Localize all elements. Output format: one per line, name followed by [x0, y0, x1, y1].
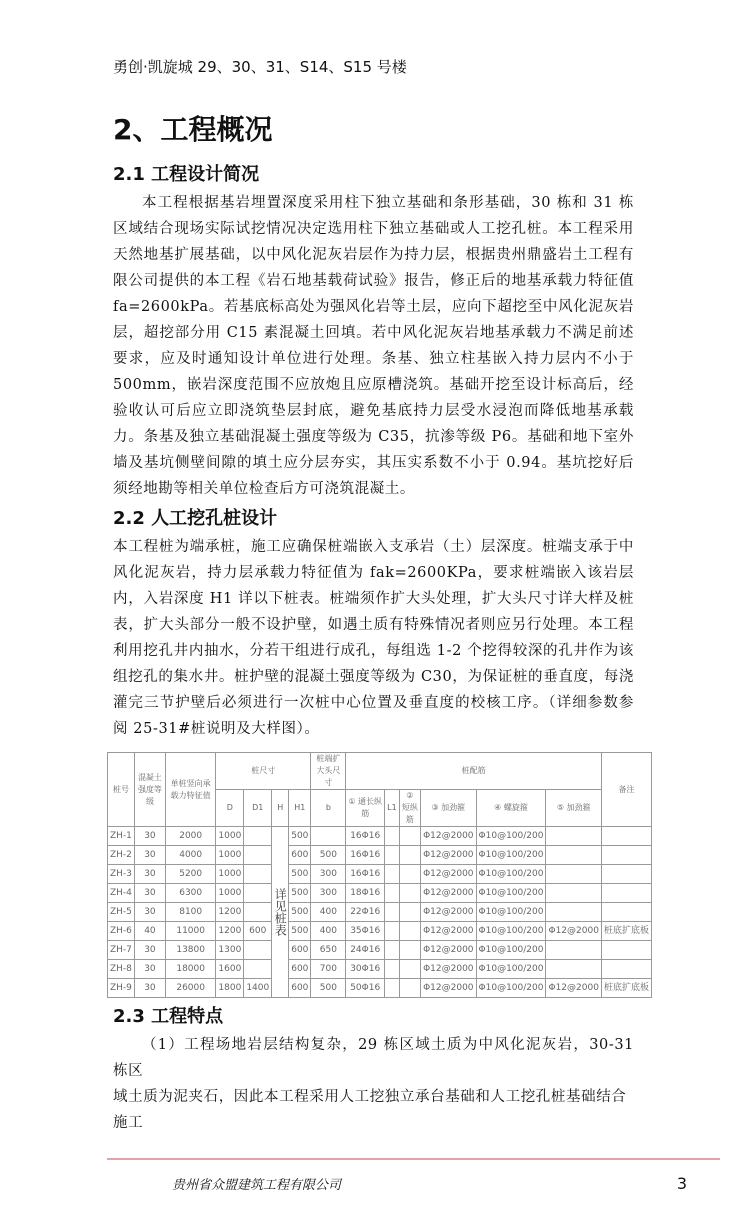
table-cell: [385, 846, 400, 865]
table-cell: 1400: [244, 979, 272, 998]
footer-divider: [107, 1158, 720, 1160]
table-cell: 16Φ16: [346, 865, 385, 884]
table-cell: [546, 865, 601, 884]
table-cell: [385, 922, 400, 941]
table-cell: 30Φ16: [346, 960, 385, 979]
heading-2-2: 2.2 人工挖孔桩设计: [113, 508, 278, 529]
table-cell: [399, 903, 420, 922]
table-cell: 1200: [216, 922, 244, 941]
table-cell: [546, 827, 601, 846]
table-cell: 22Φ16: [346, 903, 385, 922]
table-cell: [601, 941, 651, 960]
table-cell: ZH-4: [108, 884, 135, 903]
table-cell: 30: [134, 884, 165, 903]
table-row: [108, 941, 652, 960]
table-cell: 30: [134, 960, 165, 979]
table-cell: [399, 827, 420, 846]
table-cell: 400: [311, 903, 346, 922]
table-row: [108, 865, 652, 884]
page-footer: [172, 1174, 687, 1193]
table-cell: 16Φ16: [346, 846, 385, 865]
table-row: [108, 884, 652, 903]
table-cell: 30: [134, 903, 165, 922]
table-cell: [399, 960, 420, 979]
table-cell: [399, 922, 420, 941]
table-cell: Φ12@2000: [421, 884, 476, 903]
table-row: [108, 979, 652, 998]
th-capacity: 单桩竖向承载力特征值: [165, 753, 215, 827]
table-cell: 13800: [165, 941, 215, 960]
table-cell: ZH-8: [108, 960, 135, 979]
table-cell: Φ12@2000: [546, 922, 601, 941]
table-cell: [546, 941, 601, 960]
section-title: 2、工程概况: [113, 113, 273, 146]
table-cell: 600: [289, 846, 311, 865]
table-cell: [399, 941, 420, 960]
table-cell: 35Φ16: [346, 922, 385, 941]
table-cell: 桩底扩底板: [601, 979, 651, 998]
table-cell: [546, 884, 601, 903]
table-cell: [601, 960, 651, 979]
paragraph-pile-design: 本工程桩为端承桩，施工应确保桩端嵌入支承岩（土）层深度。桩端支承于中风化泥灰岩，持力层承载力特征值为 fak=2600KPa，要求桩端嵌入该岩层内，入岩深度 H1 详以下桩表。桩端须作扩大头处理，扩大头尺寸详大样及桩表，扩大头部分一般不设护壁，如遇土质有特殊情况者则应另行处理。本工程利用挖孔井内抽水，分若干组进行成孔，每组选 1-2 个挖得较深的孔井作为该组挖孔的集水井。桩护壁的混凝土强度等级为 C30，为保证桩的垂直度，每浇灌完三节护壁后必须进行一次桩中心位置及垂直度的校核工序。（详细参数参阅 25-31#桩说明及大样图）。: [113, 539, 634, 737]
th-r5: ⑤ 加劲箍: [546, 790, 601, 827]
table-cell: [601, 884, 651, 903]
table-cell: 30: [134, 865, 165, 884]
table-cell: 300: [311, 865, 346, 884]
th-r2: ② 短纵筋: [399, 790, 420, 827]
table-cell: [244, 846, 272, 865]
table-cell: 1300: [216, 941, 244, 960]
table-cell: ZH-9: [108, 979, 135, 998]
table-cell: 18Φ16: [346, 884, 385, 903]
th-size: 桩尺寸: [216, 753, 311, 790]
table-cell: [385, 865, 400, 884]
table-cell: Φ12@2000: [421, 846, 476, 865]
table-cell: 300: [311, 884, 346, 903]
th-grade: 混凝土强度等级: [134, 753, 165, 827]
table-cell: Φ10@100/200: [476, 865, 546, 884]
table-cell: 1800: [216, 979, 244, 998]
table-cell: Φ12@2000: [546, 979, 601, 998]
table-cell: [385, 960, 400, 979]
table-cell: 1600: [216, 960, 244, 979]
table-cell: Φ10@100/200: [476, 884, 546, 903]
table-cell: [546, 903, 601, 922]
th-enlarge: 桩端扩大头尺寸: [311, 753, 346, 790]
table-cell: ZH-6: [108, 922, 135, 941]
table-row: [108, 903, 652, 922]
table-cell: 1000: [216, 884, 244, 903]
table-cell: 18000: [165, 960, 215, 979]
features-line-2: 域土质为泥夹石，因此本工程采用人工挖独立承台基础和人工挖孔桩基础结合: [113, 1089, 627, 1105]
table-cell: 500: [289, 922, 311, 941]
table-cell: 6300: [165, 884, 215, 903]
table-cell: [385, 941, 400, 960]
table-cell: [244, 827, 272, 846]
table-cell: 30: [134, 846, 165, 865]
table-cell: 500: [311, 979, 346, 998]
table-cell: 30: [134, 979, 165, 998]
table-row: [108, 846, 652, 865]
table-cell: [399, 865, 420, 884]
table-cell: [399, 846, 420, 865]
table-cell: 650: [311, 941, 346, 960]
table-cell: 600: [289, 979, 311, 998]
footer-company: 贵州省众盟建筑工程有限公司: [172, 1178, 342, 1193]
table-row: [108, 922, 652, 941]
table-cell: 1000: [216, 846, 244, 865]
table-cell: [601, 865, 651, 884]
table-cell: [399, 884, 420, 903]
table-cell: Φ12@2000: [421, 827, 476, 846]
th-d: D: [216, 790, 244, 827]
table-cell: 500: [289, 884, 311, 903]
th-h1: H1: [289, 790, 311, 827]
running-header: 勇创·凯旋城 29、30、31、S14、S15 号楼: [113, 58, 407, 76]
th-r1: ① 通长纵筋: [346, 790, 385, 827]
table-cell: Φ10@100/200: [476, 960, 546, 979]
table-cell: 26000: [165, 979, 215, 998]
table-cell: [244, 960, 272, 979]
heading-2-1: 2.1 工程设计简况: [113, 164, 260, 185]
th-r4: ④ 螺旋箍: [476, 790, 546, 827]
table-row: [108, 960, 652, 979]
table-cell: [244, 903, 272, 922]
table-cell: [244, 941, 272, 960]
th-b: b: [311, 790, 346, 827]
features-line-3: 施工: [113, 1115, 144, 1131]
table-cell: Φ12@2000: [421, 941, 476, 960]
page-number: 3: [676, 1174, 687, 1193]
table-cell: [385, 827, 400, 846]
table-cell: ZH-3: [108, 865, 135, 884]
table-cell: Φ12@2000: [421, 960, 476, 979]
table-cell: 2000: [165, 827, 215, 846]
table-cell: 500: [289, 827, 311, 846]
th-l1: L1: [385, 790, 400, 827]
pile-table: [107, 752, 652, 998]
table-cell: ZH-1: [108, 827, 135, 846]
features-line-1: （1）工程场地岩层结构复杂，29 栋区域土质为中风化泥灰岩，30-31 栋区: [113, 1037, 634, 1079]
table-cell: 600: [244, 922, 272, 941]
table-cell: Φ10@100/200: [476, 827, 546, 846]
table-cell: [601, 903, 651, 922]
table-cell: Φ10@100/200: [476, 903, 546, 922]
table-cell: Φ12@2000: [421, 922, 476, 941]
table-cell: ZH-7: [108, 941, 135, 960]
th-no: 桩号: [108, 753, 135, 827]
table-cell: 400: [311, 922, 346, 941]
table-cell: Φ12@2000: [421, 865, 476, 884]
table-cell: 700: [311, 960, 346, 979]
table-cell: 30: [134, 827, 165, 846]
table-cell: Φ10@100/200: [476, 846, 546, 865]
table-cell: [385, 979, 400, 998]
table-cell: [601, 846, 651, 865]
table-cell: Φ12@2000: [421, 979, 476, 998]
table-cell: 5200: [165, 865, 215, 884]
table-cell: 30: [134, 941, 165, 960]
table-cell: [244, 865, 272, 884]
table-cell: Φ10@100/200: [476, 941, 546, 960]
table-cell: 1000: [216, 827, 244, 846]
table-cell: 500: [289, 865, 311, 884]
table-row: [108, 827, 652, 846]
table-cell: ZH-2: [108, 846, 135, 865]
table-cell: [244, 884, 272, 903]
table-cell: [385, 884, 400, 903]
h-merged-cell: 详见桩表: [272, 827, 289, 998]
table-cell: [399, 979, 420, 998]
table-cell: 1000: [216, 865, 244, 884]
table-cell: 16Φ16: [346, 827, 385, 846]
th-h: H: [272, 790, 289, 827]
table-cell: 500: [289, 903, 311, 922]
heading-2-3: 2.3 工程特点: [113, 1006, 224, 1027]
table-cell: [601, 827, 651, 846]
table-cell: 40: [134, 922, 165, 941]
table-cell: 1200: [216, 903, 244, 922]
table-cell: Φ10@100/200: [476, 922, 546, 941]
paragraph-design-overview: 本工程根据基岩埋置深度采用柱下独立基础和条形基础，30 栋和 31 栋区域结合现场实际试挖情况决定选用柱下独立基础或人工挖孔桩。本工程采用天然地基扩展基础，以中风化泥灰岩层作为持力层，根据贵州鼎盛岩土工程有限公司提供的本工程《岩石地基载荷试验》报告，修正后的地基承载力特征值 fa=2600kPa。若基底标高处为强风化岩等土层，应向下超挖至中风化泥灰岩层，超挖部分用 C15 素混凝土回填。若中风化泥灰岩地基承载力不满足前述要求，应及时通知设计单位进行处理。条基、独立柱基嵌入持力层内不小于 500mm，嵌岩深度范围不应放炮且应原槽浇筑。基础开挖至设计标高后，经验收认可后应立即浇筑垫层封底，避免基底持力层受水浸泡而降低地基承载力。条基及独立基础混凝土强度等级为 C35，抗渗等级 P6。基础和地下室外墙及基坑侧壁间隙的填土应分层夯实，其压实系数不小于 0.94。基坑挖好后须经地勘等相关单位检查后方可浇筑混凝土。: [113, 195, 634, 497]
table-cell: 50Φ16: [346, 979, 385, 998]
th-d1: D1: [244, 790, 272, 827]
th-r3: ③ 加劲箍: [421, 790, 476, 827]
table-cell: 24Φ16: [346, 941, 385, 960]
table-cell: ZH-5: [108, 903, 135, 922]
table-cell: [546, 846, 601, 865]
table-cell: Φ10@100/200: [476, 979, 546, 998]
table-cell: 8100: [165, 903, 215, 922]
th-note: 备注: [601, 753, 651, 827]
table-cell: [311, 827, 346, 846]
table-cell: 500: [311, 846, 346, 865]
table-cell: 桩底扩底板: [601, 922, 651, 941]
table-cell: [546, 960, 601, 979]
table-cell: 600: [289, 941, 311, 960]
th-rebar: 桩配筋: [346, 753, 602, 790]
table-cell: [385, 903, 400, 922]
table-cell: 4000: [165, 846, 215, 865]
table-cell: 600: [289, 960, 311, 979]
table-cell: Φ12@2000: [421, 903, 476, 922]
table-cell: 11000: [165, 922, 215, 941]
